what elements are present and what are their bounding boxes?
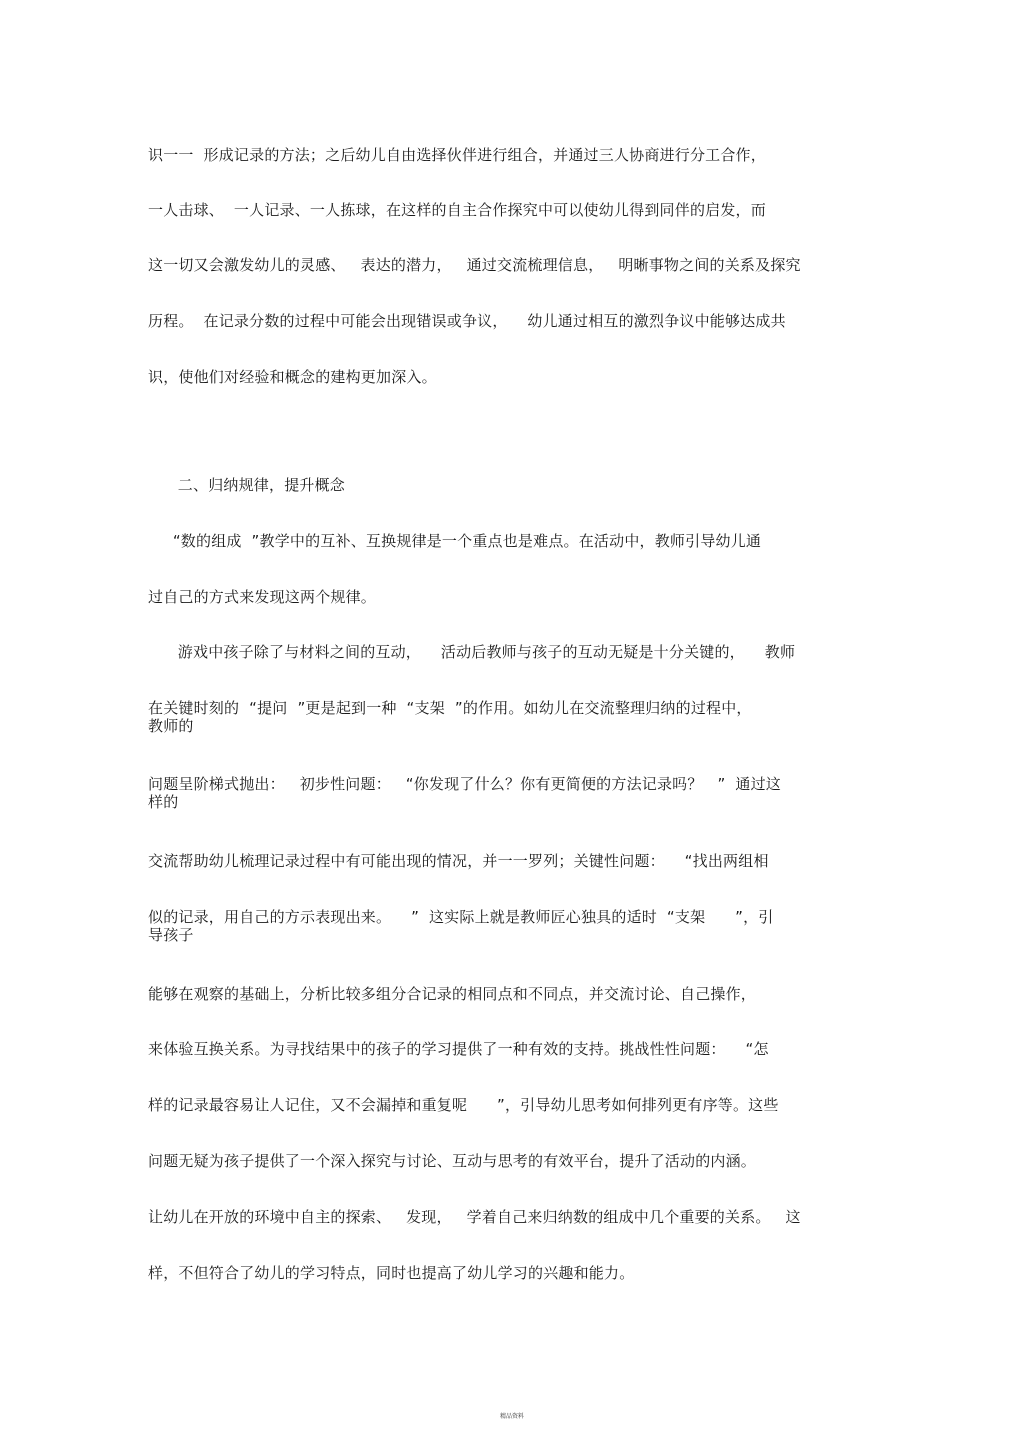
text-line-18: 让幼儿在开放的环境中自主的探索、 发现， 学着自己来归纳数的组成中几个重要的关系。 这: [148, 1208, 801, 1226]
section-heading: 二、归纳规律，提升概念: [148, 476, 346, 494]
text-line-14: 能够在观察的基础上，分析比较多组分合记录的相同点和不同点，并交流讨论、自己操作，: [148, 985, 757, 1003]
text-line-15: 来体验互换关系。为寻找结果中的孩子的学习提供了一种有效的支持。挑战性性问题： “怎: [148, 1040, 769, 1058]
page-footer: 精品资料: [499, 1413, 524, 1420]
text-line-4: 历程。 在记录分数的过程中可能会出现错误或争议， 幼儿通过相互的激烈争议中能够达成共: [148, 312, 786, 330]
text-line-17: 问题无疑为孩子提供了一个深入探究与讨论、互动与思考的有效平台，提升了活动的内涵。: [148, 1152, 757, 1170]
text-line-13: 似的记录，用自己的方示表现出来。 ” 这实际上就是教师匠心独具的适时 “支架 ”，引 导孩子: [148, 908, 774, 944]
text-line-8: 过自己的方式来发现这两个规律。: [148, 588, 377, 606]
text-line-5: 识，使他们对经验和概念的建构更加深入。: [148, 368, 437, 386]
text-line-10: 在关键时刻的 “提问 ”更是起到一种 “支架 ”的作用。如幼儿在交流整理归纳的过程中， 教师的: [148, 699, 752, 735]
text-line-9: 游戏中孩子除了与材料之间的互动， 活动后教师与孩子的互动无疑是十分关键的， 教师: [148, 643, 796, 661]
text-line-11: 问题呈阶梯式抛出： 初步性问题： “你发现了什么？你有更简便的方法记录吗？ ” 通过这 样的: [148, 775, 781, 811]
text-line-12: 交流帮助幼儿梳理记录过程中有可能出现的情况，并一一罗列；关键性问题： “找出两组相: [148, 852, 769, 870]
text-line-7: “数的组成 ”教学中的互补、互换规律是一个重点也是难点。在活动中，教师引导幼儿通: [148, 532, 762, 550]
text-line-3: 这一切又会激发幼儿的灵感、 表达的潜力， 通过交流梳理信息， 明晰事物之间的关系及探究: [148, 256, 801, 274]
text-line-2: 一人击球、 一人记录、一人拣球，在这样的自主合作探究中可以使幼儿得到同伴的启发，而: [148, 201, 766, 219]
text-line-19: 样，不但符合了幼儿的学习特点，同时也提高了幼儿学习的兴趣和能力。: [148, 1264, 635, 1282]
text-line-1: 识一一 形成记录的方法；之后幼儿自由选择伙伴进行组合，并通过三人协商进行分工合作，: [148, 146, 766, 164]
text-line-16: 样的记录最容易让人记住，又不会漏掉和重复呢 ”，引导幼儿思考如何排列更有序等。这些: [148, 1096, 779, 1114]
